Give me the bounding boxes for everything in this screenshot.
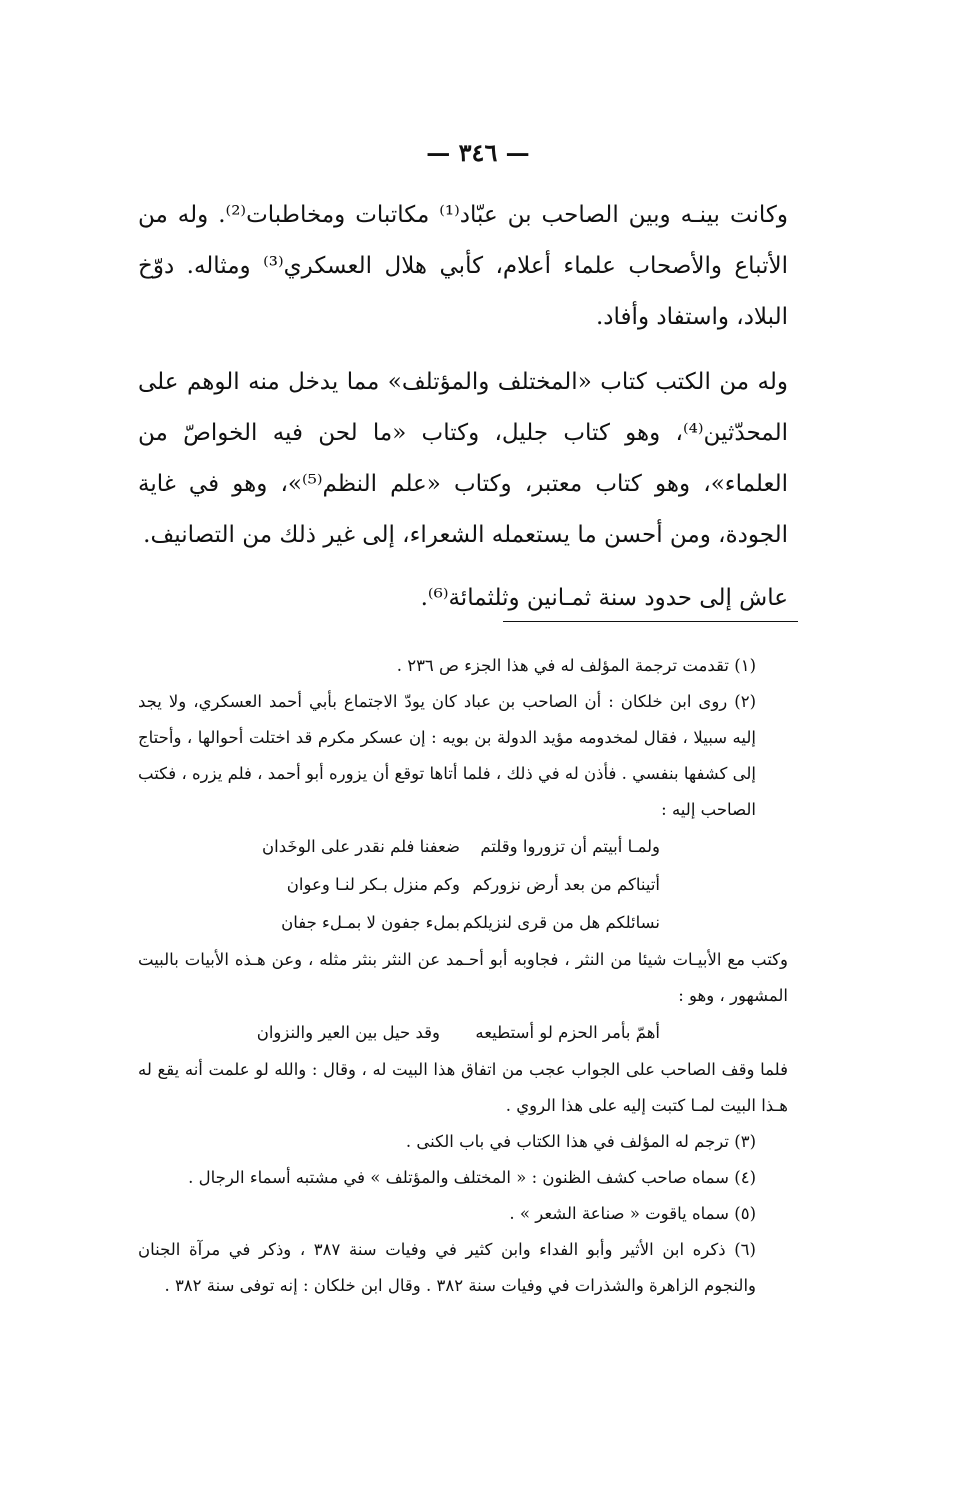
footnote-5: (٥) سماه ياقوت « صناعة الشعر » .: [509, 1204, 756, 1223]
paragraph-correspondence: وكانت بينـه وبين الصاحب بن عبّاد⁽¹⁾ مكاتبات ومخاطبات⁽²⁾. وله من الأتباع والأصحاب علماء أعلام، كأبي هلال العسكري⁽³⁾ ومثاله. دوّخ البلاد، واستفاد وأفاد.: [138, 202, 788, 330]
main-text: [138, 190, 788, 632]
verse-line: [138, 866, 788, 904]
verse-first-hemistich: أهمّ بأمر الحزم لو أستطيعه: [475, 1023, 660, 1042]
paragraph-books: وله من الكتب كتاب «المختلف والمؤتلف» مما يدخل منه الوهم على المحدّثين⁽⁴⁾، وهو كتاب جليل، وكتاب «ما لحن فيه الخواصّ من العلماء»، وهو كتاب معتبر، وكتاب «علم النظم⁽⁵⁾»، وهو في غاية الجودة، ومن أحسن ما يستعمله الشعراء، إلى غير ذلك من التصانيف.: [138, 369, 788, 548]
verse-line: [138, 828, 788, 866]
verse-second-hemistich: بملء جفون لا بمـلء جفان: [281, 913, 460, 932]
footnotes: [138, 648, 788, 1304]
footnote-6: (٦) ذكره ابن الأثير وأبو الفداء وابن كثير في وفيات سنة ٣٨٧ ، وذكر في مرآة الجنان والنجوم الزاهرة والشذرات في وفيات سنة ٣٨٢ . وقال ابن خلكان : إنه توفى سنة ٣٨٢ .: [138, 1240, 756, 1295]
verse-second-hemistich: ضعفنا فلم نقدر على الوخَدان: [262, 837, 460, 856]
footnote-2-end: فلما وقف الصاحب على الجواب عجب من اتفاق هذا البيت له ، وقال : والله لو علمت أنه يقع له هـذا البيت لمـا كتبت إليه على هذا الروي .: [138, 1060, 788, 1115]
verse-line: [138, 904, 788, 942]
paragraph-death: عاش إلى حدود سنة ثمـانين وثلثمائة⁽⁶⁾.: [420, 585, 788, 611]
footnote-divider: [503, 621, 798, 622]
footnote-1: (١) تقدمت ترجمة المؤلف له في هذا الجزء ص ٢٣٦ .: [396, 656, 756, 675]
verse-second-hemistich: وكم منزل بـكر لنـا وعوان: [286, 875, 460, 894]
footnote-2-middle: وكتب مع الأبيـات شيئا من النثر ، فجاوبه أبو أحـمد عن النثر بنثر مثله ، وعن هـذه الأبيات بالبيت المشهور ، وهو :: [138, 950, 788, 1005]
page-number: — ٣٤٦ —: [426, 138, 530, 167]
footnote-4: (٤) سماه صاحب كشف الظنون : « المختلف والمؤتلف » في مشتبه أسماء الرجال .: [188, 1168, 756, 1187]
verse-first-hemistich: أتيناكم من بعد أرض نزوركم: [472, 875, 660, 894]
verse-line: [138, 1014, 788, 1052]
footnote-2-intro: (٢) روى ابن خلكان : أن الصاحب بن عباد كان يودّ الاجتماع بأبي أحمد العسكري، ولا يجد إليه سبيلا ، فقال لمخدومه مؤيد الدولة بن بويه : إن عسكر مكرم قد اختلت أحوالها ، وأحتاج إلى كشفها بنفسي . فأذن له في ذلك ، فلما أتاها توقع أن يزوره أبو أحمد ، فلم يزره ، فكتب الصاحب إليه :: [138, 692, 756, 819]
verse-second-hemistich: وقد حيل بين العير والنزوان: [256, 1023, 440, 1042]
verse-first-hemistich: ولمـا أبيتم أن تزوروا وقلتم: [480, 837, 660, 856]
verse-first-hemistich: نسائلكم هل من قرى لنزيلكم: [462, 913, 660, 932]
footnote-3: (٣) ترجم له المؤلف في هذا الكتاب في باب الكنى .: [405, 1132, 756, 1151]
